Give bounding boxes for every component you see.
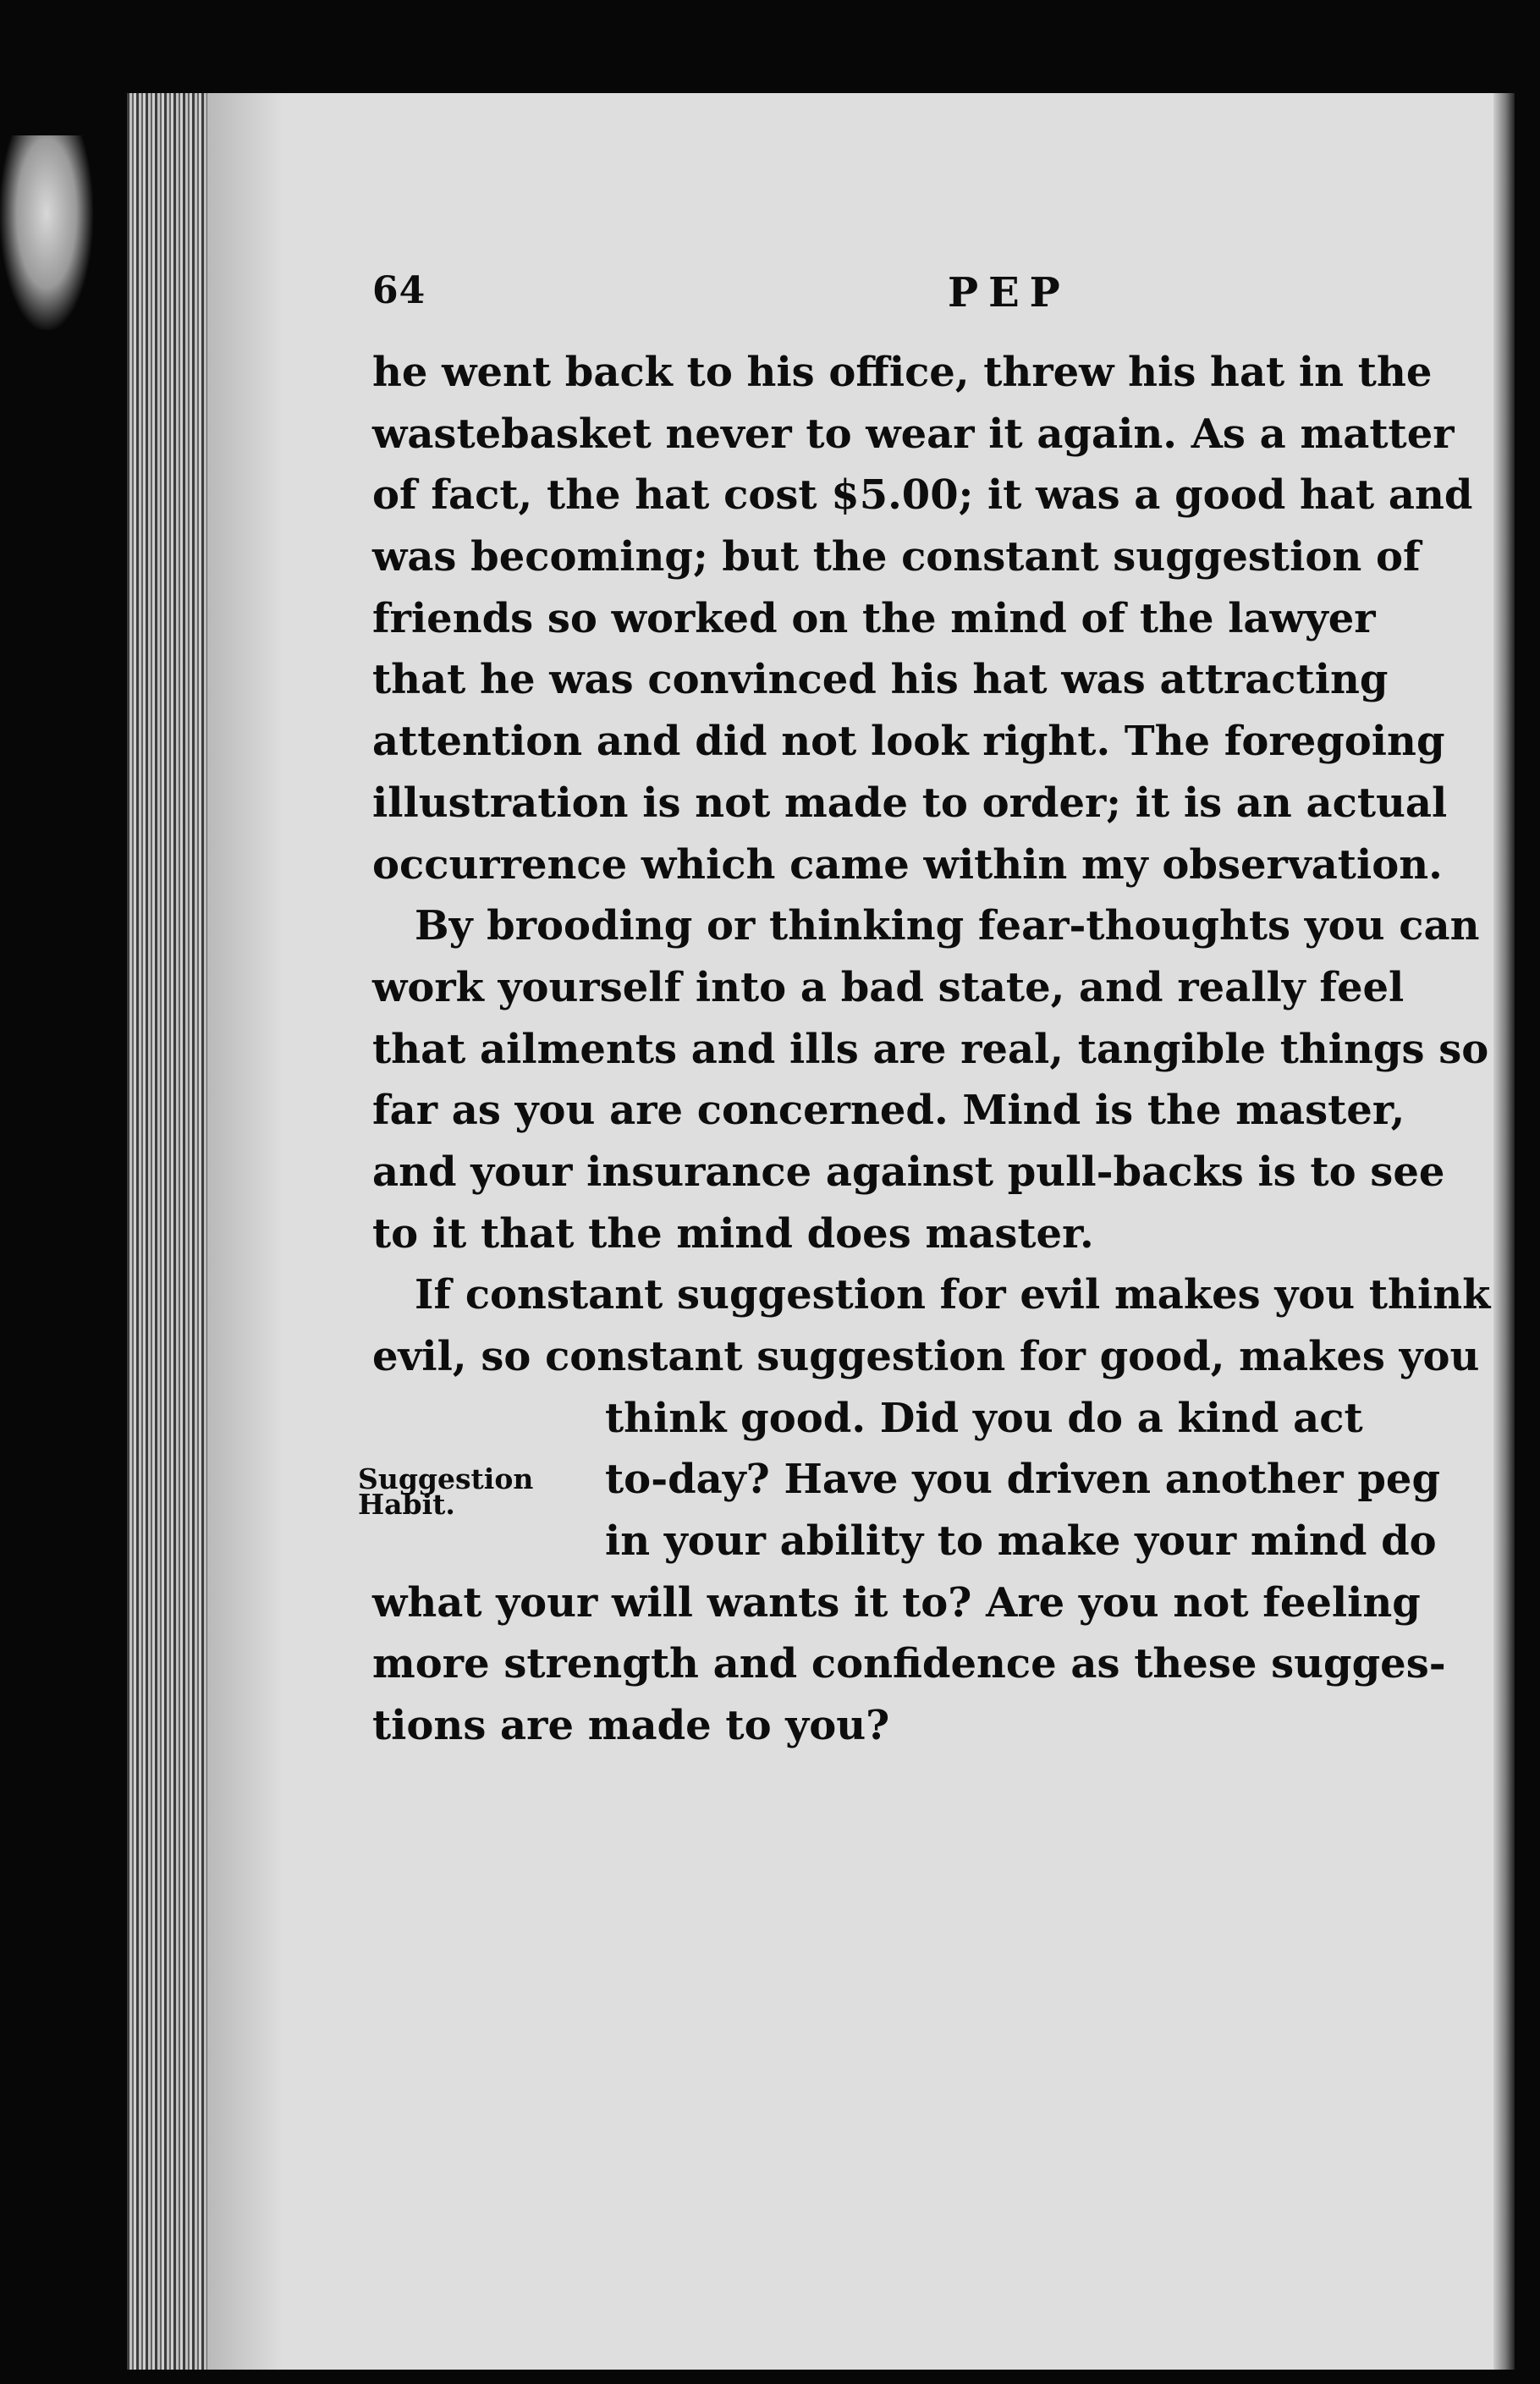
page-binding-edge [127, 93, 207, 2370]
text-line: in your ability to make your mind do [605, 1517, 1437, 1566]
text-line: was becoming; but the constant suggestion of [372, 533, 1421, 581]
text-line: that ailments and ills are real, tangible things so [372, 1025, 1489, 1073]
text-line: If constant suggestion for evil makes you think [415, 1271, 1491, 1319]
page-text-block [241, 269, 1491, 1757]
page-number: 64 [372, 269, 426, 312]
text-line: evil, so constant suggestion for good, makes you [372, 1333, 1480, 1380]
text-line: and your insurance against pull-backs is to see [372, 1148, 1445, 1196]
text-line: wastebasket never to wear it again. As a matter [372, 410, 1455, 458]
margin-sidenote [358, 1462, 534, 1521]
text-line: of fact, the hat cost $5.00; it was a good hat and [372, 471, 1473, 520]
text-line: to-day? Have you driven another peg [605, 1456, 1441, 1504]
scan-artifact [0, 135, 93, 330]
page-header [241, 269, 1392, 337]
text-line: friends so worked on the mind of the lawyer [372, 594, 1376, 642]
sidenote-line: Habit. [358, 1487, 455, 1521]
sidenote-line: Suggestion [358, 1462, 534, 1495]
text-line: By brooding or thinking fear-thoughts you can [415, 902, 1480, 950]
text-line: work yourself into a bad state, and really feel [372, 963, 1405, 1011]
text-line: attention and did not look right. The foregoing [372, 718, 1445, 766]
text-line: to it that the mind does master. [372, 1209, 1094, 1258]
text-line: far as you are concerned. Mind is the master, [372, 1087, 1405, 1135]
text-line: illustration is not made to order; it is an actual [372, 779, 1448, 827]
sidenote-paragraph-section [241, 1388, 1441, 1572]
text-line: he went back to his office, threw his hat in the [372, 349, 1433, 396]
page-right-edge [1493, 93, 1515, 2370]
running-head: PEP [948, 269, 1070, 317]
text-line: more strength and confidence as these sugges- [372, 1640, 1446, 1688]
text-line: tions are made to you? [372, 1702, 890, 1750]
text-line: what your will wants it to? Are you not feeling [372, 1578, 1421, 1627]
text-line: that he was convinced his hat was attracting [372, 656, 1389, 704]
text-line: think good. Did you do a kind act [605, 1394, 1363, 1442]
text-line: occurrence which came within my observation. [372, 840, 1443, 889]
